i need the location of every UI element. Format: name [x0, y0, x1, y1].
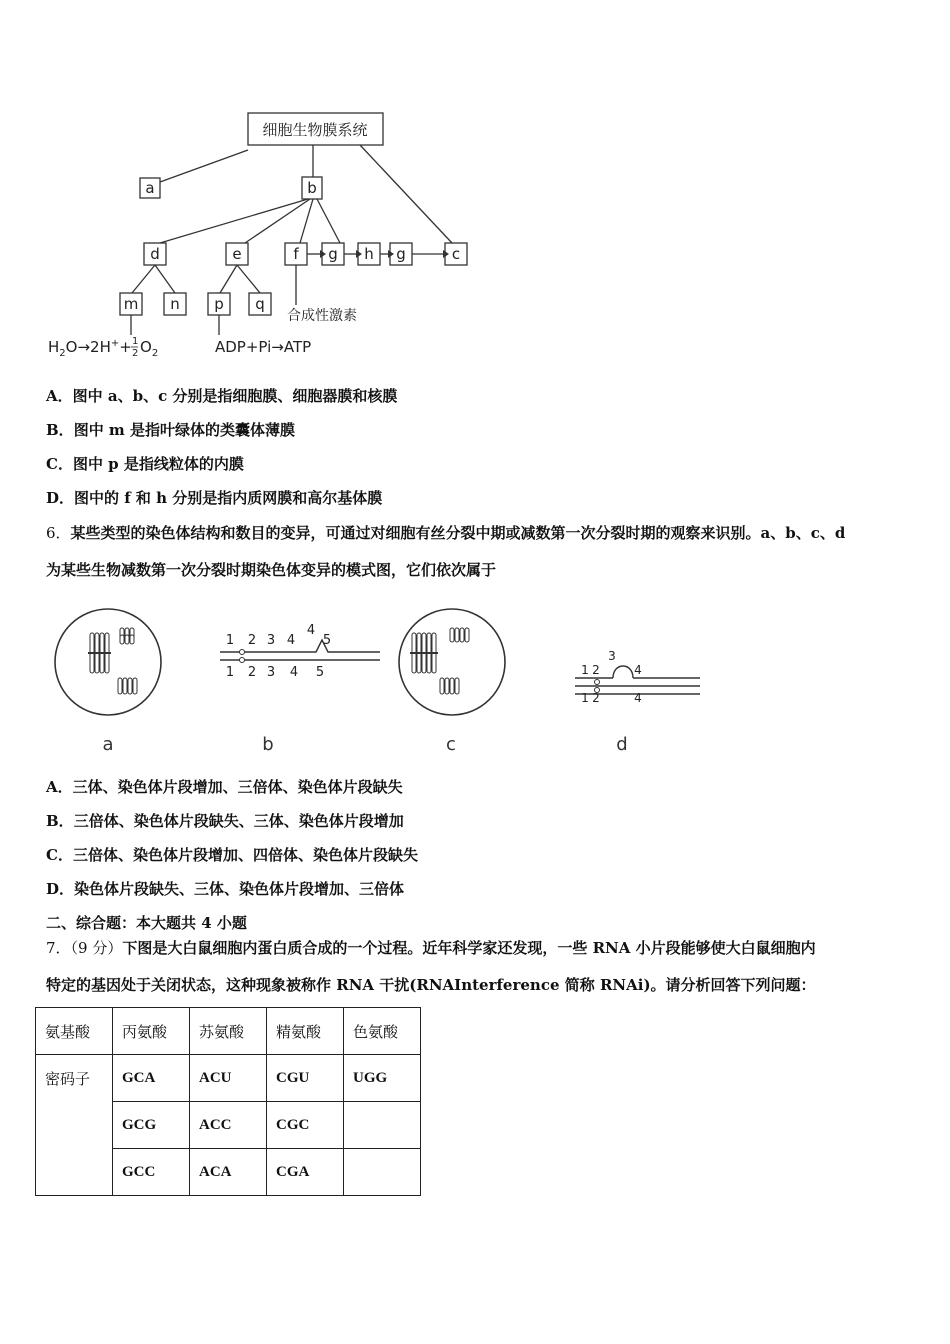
root-label: 细胞生物膜系统	[262, 121, 368, 139]
svg-text:h: h	[364, 245, 374, 263]
table-cell: ACU	[190, 1055, 267, 1102]
svg-text:1: 1	[225, 633, 235, 648]
svg-text:O2: $O_2$	[140, 338, 159, 359]
q5-option-c: C．图中 p 是指线粒体的内膜	[46, 455, 244, 473]
svg-text:1: 1	[132, 336, 139, 347]
q7-stem-line2: 特定的基因处于关闭状态，这种现象被称作 RNA 干扰(RNAInterference 简称 RNAi)。请分析回答下列问题：	[46, 976, 816, 994]
svg-text:4: 4	[634, 663, 642, 677]
svg-text:3: 3	[266, 633, 276, 648]
svg-text:g: g	[396, 245, 406, 263]
table-header-cell: 色氨酸	[344, 1008, 421, 1055]
svg-text:p: p	[214, 295, 224, 313]
table-row-label: 密码子	[36, 1055, 113, 1196]
q6-option-c: C．三倍体、染色体片段增加、四倍体、染色体片段缺失	[46, 846, 418, 864]
svg-text:e: e	[232, 245, 242, 263]
svg-text:5: 5	[322, 633, 332, 648]
hormone-label: 合成性激素	[287, 308, 357, 324]
svg-text:b: b	[307, 179, 317, 197]
table-row	[36, 1055, 421, 1102]
table-header-cell: 丙氨酸	[113, 1008, 190, 1055]
svg-text:5: 5	[315, 665, 325, 680]
table-cell: GCC	[113, 1149, 190, 1196]
table-cell	[344, 1102, 421, 1149]
q6-option-d: D．染色体片段缺失、三体、染色体片段增加、三倍体	[46, 880, 405, 898]
svg-text:c: c	[451, 245, 461, 263]
section-title: 二、综合题：本大题共 4 小题	[46, 914, 247, 932]
svg-text:4: 4	[634, 691, 642, 705]
svg-text:1: 1	[225, 665, 235, 680]
figure-b-chromosome-pair	[220, 623, 380, 680]
table-cell: CGU	[267, 1055, 344, 1102]
svg-text:2: 2	[247, 665, 257, 680]
table-header-cell: 精氨酸	[267, 1008, 344, 1055]
figure-d-chromosome-pair	[575, 649, 700, 705]
svg-text:4: 4	[289, 665, 299, 680]
svg-text:2: 2	[132, 348, 139, 359]
svg-text:g: g	[328, 245, 338, 263]
figure-label-b: b	[262, 734, 274, 755]
svg-text:1: 1	[581, 691, 589, 705]
svg-text:3: 3	[608, 649, 616, 663]
table-cell	[344, 1149, 421, 1196]
svg-text:2: 2	[592, 691, 600, 705]
table-cell: CGC	[267, 1102, 344, 1149]
svg-text:2: 2	[247, 633, 257, 648]
q6-option-a: A．三体、染色体片段增加、三倍体、染色体片段缺失	[46, 778, 403, 796]
svg-text:3: 3	[266, 665, 276, 680]
table-cell: GCG	[113, 1102, 190, 1149]
figure-label-d: d	[616, 734, 628, 755]
table-header-cell: 苏氨酸	[190, 1008, 267, 1055]
svg-text:n: n	[170, 295, 180, 313]
figure-c-cell	[399, 609, 505, 715]
q6-option-b: B．三倍体、染色体片段缺失、三体、染色体片段增加	[46, 812, 404, 830]
equation-water-split: $H_2O\to 2H^++$	[48, 338, 132, 359]
q5-option-d: D．图中的 f 和 h 分别是指内质网膜和高尔基体膜	[46, 489, 383, 507]
figure-a-cell	[55, 609, 161, 715]
table-cell: CGA	[267, 1149, 344, 1196]
table-cell: UGG	[344, 1055, 421, 1102]
membrane-system-diagram	[40, 100, 500, 370]
table-header-row	[36, 1008, 421, 1055]
figure-label-a: a	[102, 734, 114, 755]
q7-stem-line1: 7．（9 分）下图是大白鼠细胞内蛋白质合成的一个过程。近年科学家还发现，一些 RNA 小片段能够使大白鼠细胞内	[46, 939, 816, 957]
table-header-cell: 氨基酸	[36, 1008, 113, 1055]
svg-text:f: f	[293, 245, 299, 263]
q6-stem-line1: 6．某些类型的染色体结构和数目的变异，可通过对细胞有丝分裂中期或减数第一次分裂时期的观察来识别。a、b、c、d	[46, 524, 846, 542]
svg-text:d: d	[150, 245, 160, 263]
q5-option-b: B．图中 m 是指叶绿体的类囊体薄膜	[46, 421, 296, 439]
q6-stem-line2: 为某些生物减数第一次分裂时期染色体变异的模式图，它们依次属于	[46, 561, 497, 579]
svg-text:2: 2	[592, 663, 600, 677]
svg-text:1: 1	[581, 663, 589, 677]
figure-label-c: c	[446, 734, 456, 755]
codon-table	[35, 1007, 421, 1196]
svg-text:4: 4	[286, 633, 296, 648]
equation-atp: ADP+Pi→ATP	[215, 338, 312, 356]
svg-text:a: a	[145, 179, 155, 197]
svg-text:4: 4	[306, 623, 316, 638]
table-cell: GCA	[113, 1055, 190, 1102]
chromosome-variation-figures	[40, 600, 720, 760]
svg-text:q: q	[255, 295, 265, 313]
table-cell: ACC	[190, 1102, 267, 1149]
table-cell: ACA	[190, 1149, 267, 1196]
q5-option-a: A．图中 a、b、c 分别是指细胞膜、细胞器膜和核膜	[46, 387, 398, 405]
svg-text:m: m	[123, 295, 139, 313]
